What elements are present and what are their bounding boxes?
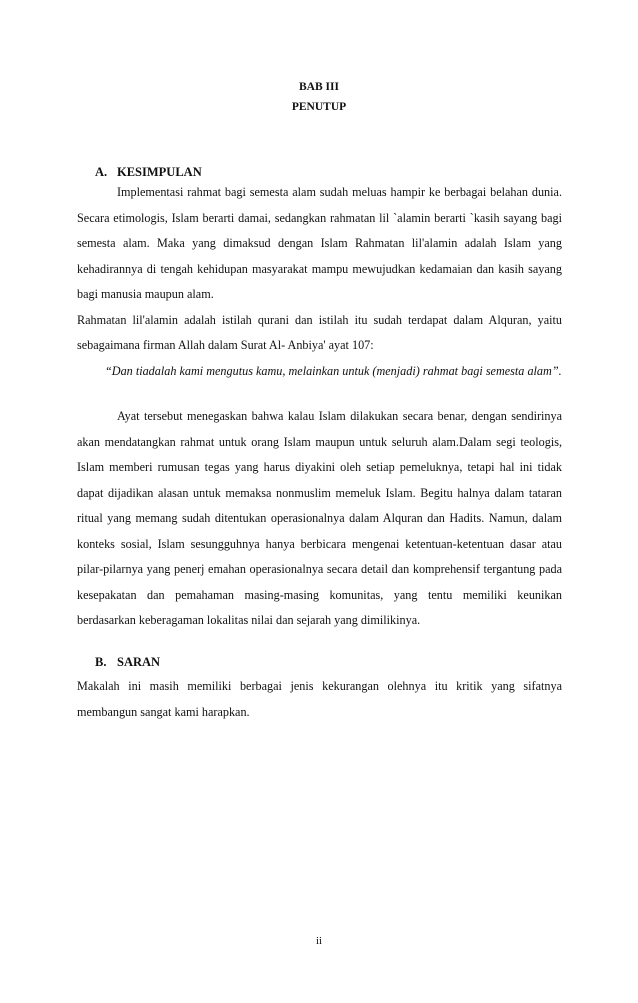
paragraph-implementasi: Implementasi rahmat bagi semesta alam sudah meluas hampir ke berbagai belahan dunia. Secara etimologis, Islam berarti damai, sedangkan rahmatan lil `alamin berarti `kasih sayang bagi semesta alam. Maka yang dimaksud dengan Islam Rahmatan lil'alamin adalah Islam yang kehadirannya di tengah kehidupan masyarakat mampu mewujudkan kedamaian dan kasih sayang bagi manusia maupun alam. (77, 185, 562, 301)
section-letter: A. (95, 165, 108, 179)
paragraph-ayat-tersebut: Ayat tersebut menegaskan bahwa kalau Islam dilakukan secara benar, dengan sendirinya akan mendatangkan rahmat untuk orang Islam maupun untuk seluruh alam.Dalam segi teologis, Islam memberi rumusan tegas yang harus diyakini oleh setiap pemeluknya, tetapi hal ini tidak dapat dijadikan alasan untuk memaksa nonmuslim memeluk Islam. Begitu halnya dalam tataran ritual yang memang sudah ditentukan operasionalnya dalam Alquran dan Hadits. Namun, dalam konteks sosial, Islam sesungguhnya hanya berbicara mengenai ketentuan-ketentuan dasar atau pilar-pilarnya yang penerj emahan operasionalnya secara detail dan komprehensif tergantung pada kesepakatan dan pemahaman masing-masing komunitas, yang tentu memiliki keunikan berdasarkan keberagaman lokalitas nilai dan sejarah yang dimilikinya. (77, 409, 562, 627)
saran-body (77, 674, 562, 725)
section-title: SARAN (117, 655, 161, 669)
kesimpulan-body-continued (77, 404, 562, 634)
section-title: KESIMPULAN (117, 165, 202, 179)
section-heading-kesimpulan (95, 164, 202, 180)
paragraph-makalah: Makalah ini masih memiliki berbagai jenis kekurangan olehnya itu kritik yang sifatnya membangun sangat kami harapkan. (77, 679, 562, 719)
chapter-title: PENUTUP (291, 101, 347, 113)
paragraph-rahmatan: Rahmatan lil'alamin adalah istilah qurani dan istilah itu sudah terdapat dalam Alquran, yaitu sebagaimana firman Allah dalam Surat Al- Anbiya' ayat 107: (77, 312, 562, 352)
chapter-number: BAB III (299, 81, 339, 93)
section-heading-saran (95, 654, 160, 670)
quran-verse-quote: “Dan tiadalah kami mengutus kamu, melainkan untuk (menjadi) rahmat bagi semesta alam”. (105, 363, 562, 378)
section-letter: B. (95, 655, 107, 669)
page-number: ii (315, 935, 323, 947)
kesimpulan-body (77, 180, 562, 384)
